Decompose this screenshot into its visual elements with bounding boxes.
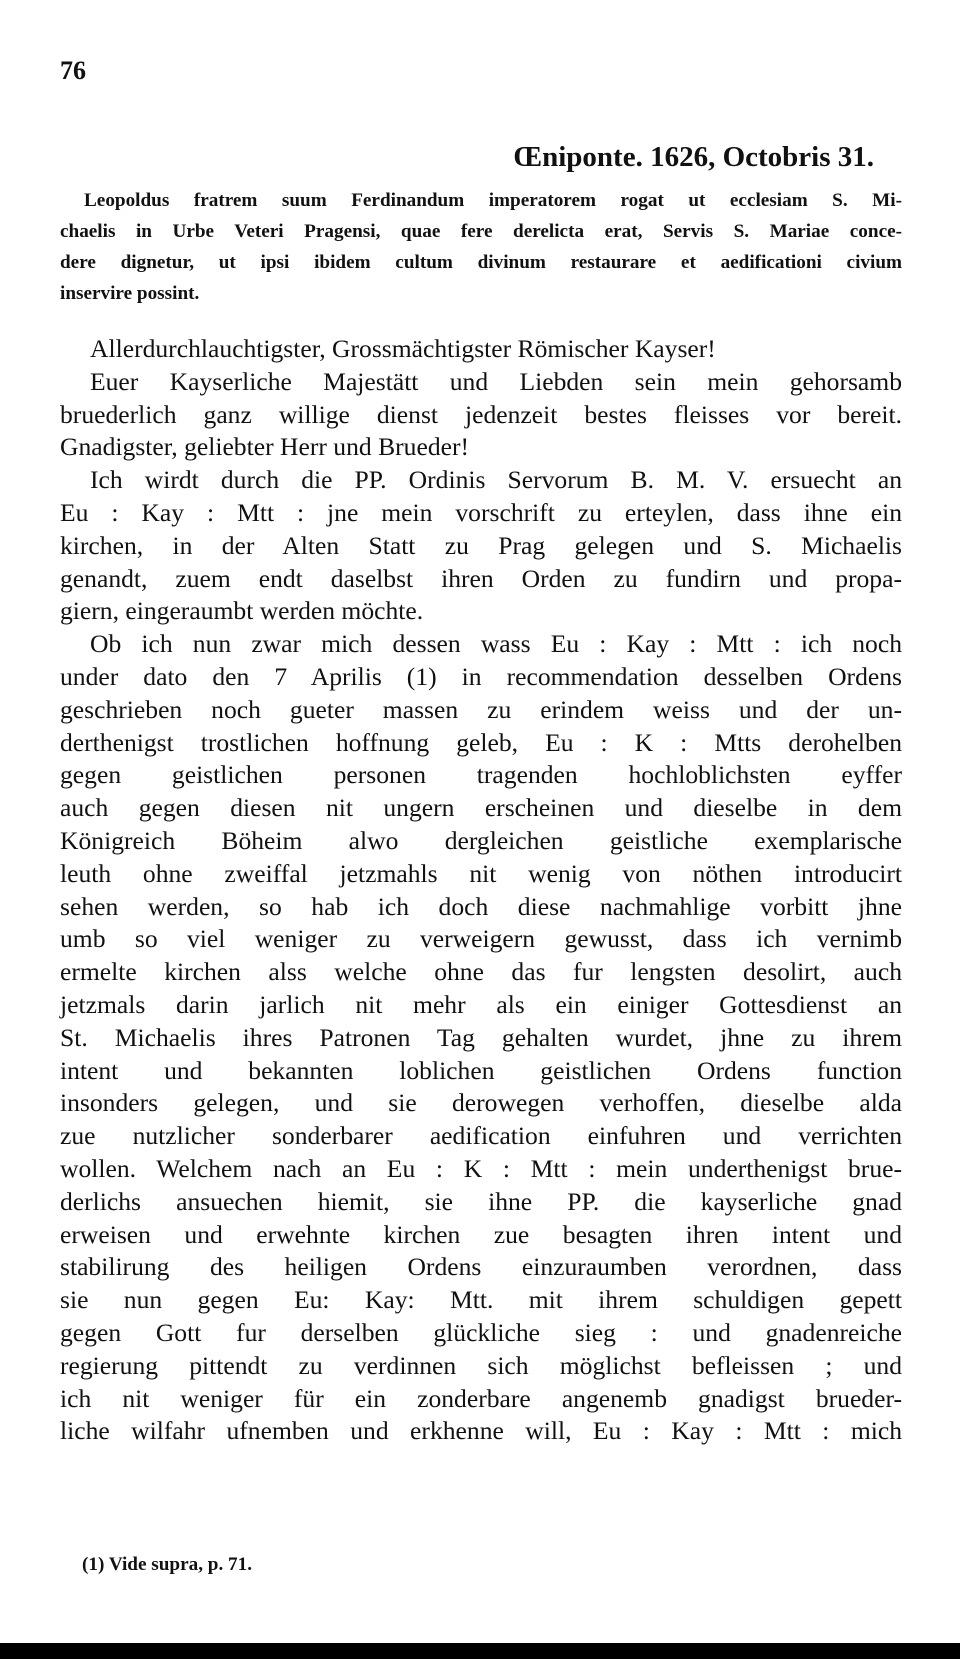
body-line: derlichs ansuechen hiemit, sie ihne PP. die kayserliche gnad xyxy=(60,1186,902,1216)
body-line: St. Michaelis ihres Patronen Tag gehalten wurdet, jhne zu ihrem xyxy=(60,1022,902,1052)
body-line: jetzmals darin jarlich nit mehr als ein einiger Gottesdienst an xyxy=(60,989,902,1019)
body-line: giern, eingeraumbt werden möchte. xyxy=(60,596,424,626)
body-line: kirchen, in der Alten Statt zu Prag gelegen und S. Michaelis xyxy=(60,530,902,560)
letter-body xyxy=(60,333,902,1448)
dateline: Œniponte. 1626, Octobris 31. xyxy=(513,141,874,173)
body-line: gegen Gott fur derselben glückliche sieg : und gnadenreiche xyxy=(60,1317,902,1347)
body-line: zue nutzlicher sonderbarer aedification einfuhren und verrichten xyxy=(60,1121,902,1151)
body-line: genandt, zuem endt daselbst ihren Orden zu fundirn und propa- xyxy=(60,563,902,593)
body-line: intent und bekannten loblichen geistlichen Ordens function xyxy=(60,1055,902,1085)
body-line: insonders gelegen, und sie derowegen verhoffen, dieselbe alda xyxy=(60,1088,902,1118)
body-line: wollen. Welchem nach an Eu : K : Mtt : mein underthenigst brue- xyxy=(60,1153,902,1183)
body-line: ermelte kirchen alss welche ohne das fur lengsten desolirt, auch xyxy=(60,957,902,987)
footnote: (1) Vide supra, p. 71. xyxy=(82,1554,253,1575)
summary-line: Leopoldus fratrem suum Ferdinandum imperatorem rogat ut ecclesiam S. Mi- xyxy=(84,190,902,211)
body-line: Ich wirdt durch die PP. Ordinis Servorum B. M. V. ersuecht an xyxy=(90,465,902,495)
salutation-line: Allerdurchlauchtigster, Grossmächtigster Römischer Kayser! xyxy=(90,334,716,363)
body-line: Eu : Kay : Mtt : jne mein vorschrift zu erteylen, dass ihne ein xyxy=(60,497,902,527)
page-number: 76 xyxy=(60,56,86,85)
summary-line: chaelis in Urbe Veteri Pragensi, quae fere derelicta erat, Servis S. Mariae conce- xyxy=(60,221,902,242)
body-line: Ob ich nun zwar mich dessen wass Eu : Kay : Mtt : ich noch xyxy=(90,629,902,659)
body-line: erweisen und erwehnte kirchen zue besagten ihren intent und xyxy=(60,1219,902,1249)
body-line: leuth ohne zweiffal jetzmahls nit wenig von nöthen introducirt xyxy=(60,858,902,888)
body-line: sie nun gegen Eu: Kay: Mtt. mit ihrem schuldigen gepett xyxy=(60,1285,902,1315)
body-line: bruederlich ganz willige dienst jedenzeit bestes fleisses vor bereit. xyxy=(60,399,902,429)
latin-summary xyxy=(60,185,902,309)
body-line: derthenigst trostlichen hoffnung geleb, Eu : K : Mtts derohelben xyxy=(60,727,902,757)
summary-line: dere dignetur, ut ipsi ibidem cultum divinum restaurare et aedificationi civium xyxy=(60,252,902,273)
body-line: Königreich Böheim alwo dergleichen geistliche exemplarische xyxy=(60,825,902,855)
body-line: liche wilfahr ufnemben und erkhenne will, Eu : Kay : Mtt : mich xyxy=(60,1416,902,1446)
bottom-scan-edge xyxy=(0,1643,960,1659)
summary-line: inservire possint. xyxy=(60,283,200,304)
body-line: Gnadigster, geliebter Herr und Brueder! xyxy=(60,432,470,462)
body-line: ich nit weniger für ein zonderbare angenemb gnadigst brueder- xyxy=(60,1383,902,1413)
body-line: regierung pittendt zu verdinnen sich möglichst befleissen ; und xyxy=(60,1350,902,1380)
body-line: gegen geistlichen personen tragenden hochloblichsten eyffer xyxy=(60,760,902,790)
body-line: umb so viel weniger zu verweigern gewusst, dass ich vernimb xyxy=(60,924,902,954)
body-line: Euer Kayserliche Majestätt und Liebden sein mein gehorsamb xyxy=(90,366,902,396)
body-line: stabilirung des heiligen Ordens einzuraumben verordnen, dass xyxy=(60,1252,902,1282)
body-line: under dato den 7 Aprilis (1) in recommendation desselben Ordens xyxy=(60,661,902,691)
body-line: sehen werden, so hab ich doch diese nachmahlige vorbitt jhne xyxy=(60,891,902,921)
body-line: auch gegen diesen nit ungern erscheinen und dieselbe in dem xyxy=(60,793,902,823)
body-line: geschrieben noch gueter massen zu erindem weiss und der un- xyxy=(60,694,902,724)
